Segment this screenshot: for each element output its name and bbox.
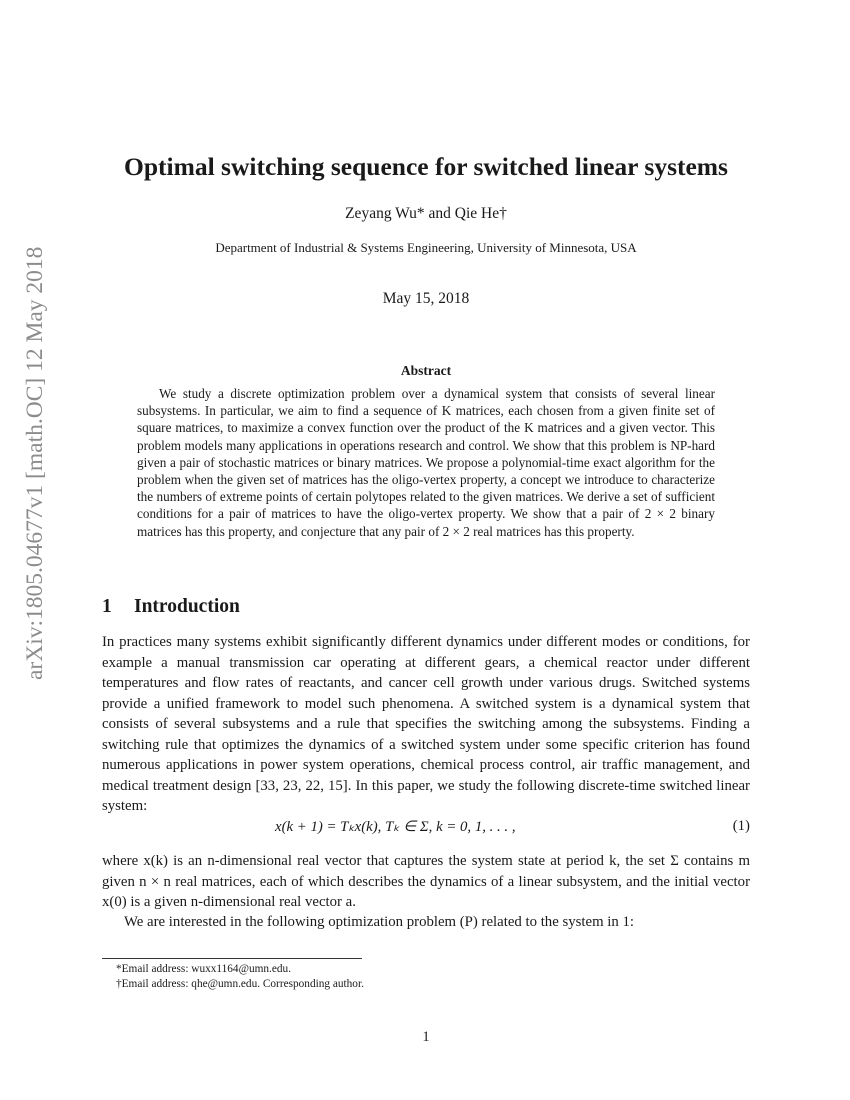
section-number: 1 — [102, 596, 112, 617]
footnote-email-wu: *Email address: wuxx1164@umn.edu. — [116, 963, 292, 975]
intro-paragraph-3: We are interested in the following optimization problem (P) related to the system in 1: — [124, 914, 634, 930]
footnote-email-he: †Email address: qhe@umn.edu. Corresponding author. — [116, 978, 364, 990]
paper-title: Optimal switching sequence for switched linear systems — [124, 152, 728, 181]
footnote-rule — [102, 958, 362, 959]
author-line: Zeyang Wu* and Qie He† — [345, 205, 507, 222]
abstract-text: We study a discrete optimization problem over a dynamical system that consists of several linear subsystems. In particular, we aim to find a sequence of K matrices, each chosen from a given finite set of square matrices, to maximize a convex function over the product of the K matrices and a given vector. This problem models many applications in operations research and control. We show that this problem is NP-hard given a pair of stochastic matrices or binary matrices. We propose a polynomial-time exact algorithm for the problem when the given set of matrices has the oligo-vertex property, a concept we introduce to characterize the numbers of extreme points of certain polytopes related to the given matrices. We derive a set of sufficient conditions for a pair of matrices to have the oligo-vertex property. We show that a pair of 2 × 2 binary matrices has this property, and conjecture that any pair of 2 × 2 real matrices has this property. — [137, 386, 715, 539]
section-title: Introduction — [134, 596, 240, 617]
intro-paragraph-1: In practices many systems exhibit significantly different dynamics under different modes or conditions, for example a manual transmission car operating at different gears, a chemical reactor under different temperatures and flow rates of reactants, and cancer cell growth under various drugs. Switched systems provide a unified framework to model such phenomena. A switched system is a dynamical system that consists of several subsystems and a rule that specifies the switching among the subsystems. Finding a switching rule that optimizes the dynamics of a switched system under some specific criterion has found numerous applications in power system operations, chemical process control, air traffic management, and medical treatment design [33, 23, 22, 15]. In this paper, we study the following discrete-time switched linear system: — [102, 634, 750, 814]
publication-date: May 15, 2018 — [382, 290, 470, 307]
page-number: 1 — [422, 1029, 430, 1045]
section-heading-introduction — [102, 596, 750, 618]
equation-body: x(k + 1) = Tₖx(k), Tₖ ∈ Σ, k = 0, 1, . . . , — [275, 819, 516, 835]
intro-paragraph-2: where x(k) is an n-dimensional real vector that captures the system state at period k, the set Σ contains m given n × n real matrices, each of which describes the dynamics of a linear subsystem, and the initial vector x(0) is a given n-dimensional real vector a. — [102, 853, 750, 910]
affiliation: Department of Industrial & Systems Engineering, University of Minnesota, USA — [215, 240, 637, 255]
equation-number: (1) — [732, 818, 750, 834]
equation-1 — [102, 818, 750, 840]
arxiv-identifier-stamp: arXiv:1805.04677v1 [math.OC] 12 May 2018 — [22, 246, 48, 680]
abstract-heading: Abstract — [400, 363, 452, 378]
paper-page — [102, 0, 750, 1100]
